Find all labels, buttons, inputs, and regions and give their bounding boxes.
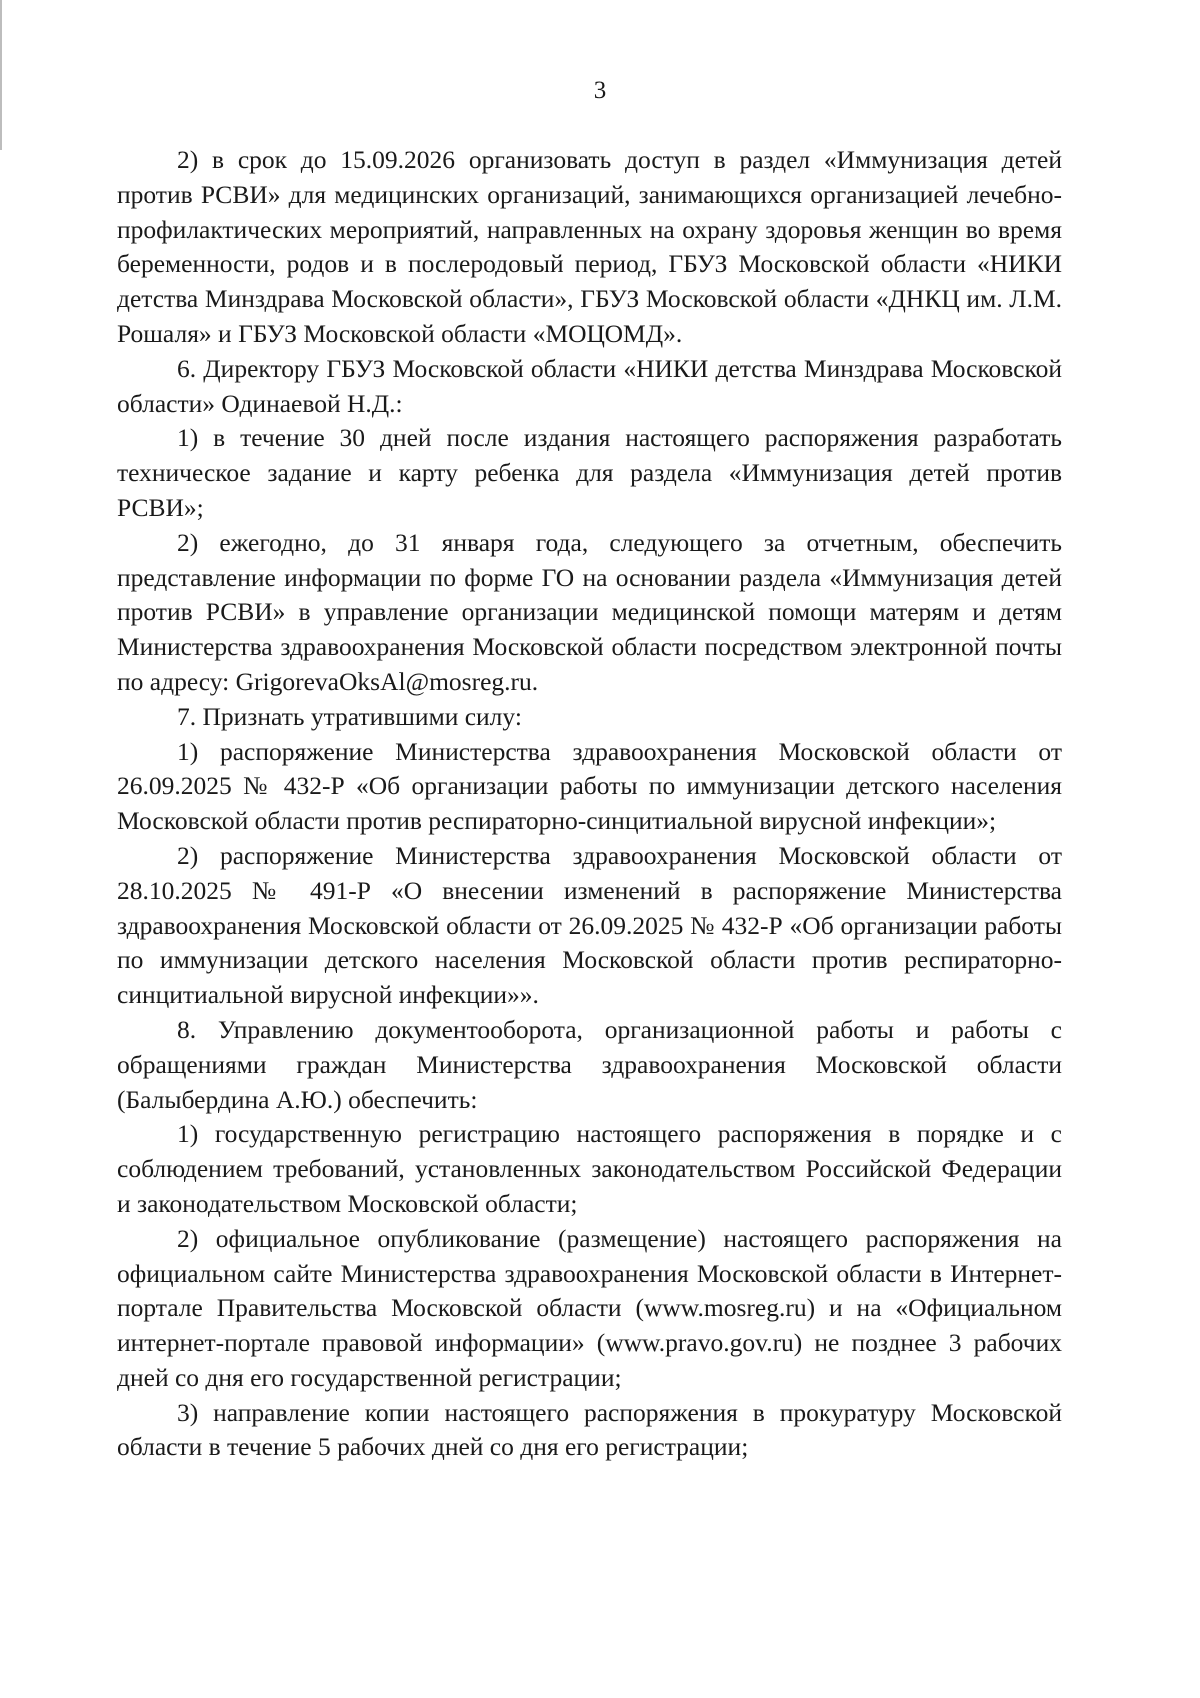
paragraph-6-2-annual-report: 2) ежегодно, до 31 января года, следующего за отчетным, обеспечить представление информации по форме ГО на основании раздела «Иммунизация детей против РСВИ» в управление организации медицинской помощи матерям и детям Министерства здравоохранения Московской области посредством электронной почты по адресу: GrigorevaOksAl@mosreg.ru. [117,527,1062,696]
paragraph-7-1-repeal-order-432: 1) распоряжение Министерства здравоохранения Московской области от 26.09.2025 № 432-Р «Об организации работы по иммунизации детского населения Московской области против респираторно-синцитиальной вирусной инфекции»; [117,736,1062,836]
paragraph-8-document-management: 8. Управлению документооборота, организационной работы и работы с обращениями граждан Министерства здравоохранения Московской области (Балыбердина А.Ю.) обеспечить: [117,1014,1062,1114]
paragraph-6-1-technical-task: 1) в течение 30 дней после издания настоящего распоряжения разработать техническое задание и карту ребенка для раздела «Иммунизация детей против РСВИ»; [117,423,1062,522]
scan-edge-line [0,0,2,150]
paragraph-8-3-prosecutor-copy: 3) направление копии настоящего распоряжения в прокуратуру Московской области в течение 5 рабочих дней со дня его регистрации; [117,1397,1062,1462]
page-number: 3 [593,77,607,104]
paragraph-7-2-repeal-order-491: 2) распоряжение Министерства здравоохранения Московской области от 28.10.2025 № 491-Р «О внесении изменений в распоряжение Министерства здравоохранения Московской области от 26.09.2025 № 432-Р «Об организации работы по иммунизации детского населения Московской области против респираторно-синцитиальной вирусной инфекции»». [117,840,1062,1010]
document-body [117,143,1062,1465]
paragraph-7-repeal: 7. Признать утратившими силу: [177,701,522,731]
paragraph-5-2-access-deadline: 2) в срок до 15.09.2026 организовать доступ в раздел «Иммунизация детей против РСВИ» для медицинских организаций, занимающихся организацией лечебно-профилактических мероприятий, направленных на охрану здоровья женщин во время беременности, родов и в послеродовый период, ГБУЗ Московской области «НИКИ детства Минздрава Московской области», ГБУЗ Московской области «ДНКЦ им. Л.М. Рошаля» и ГБУЗ Московской области «МОЦОМД». [117,145,1062,348]
paragraph-8-2-official-publication: 2) официальное опубликование (размещение) настоящего распоряжения на официальном сайте Министерства здравоохранения Московской области в Интернет-портале Правительства Московской области (www.mosreg.ru) и на «Официальном интернет-портале правовой информации» (www.pravo.gov.ru) не позднее 3 рабочих дней со дня его государственной регистрации; [117,1223,1062,1392]
paragraph-8-1-state-registration: 1) государственную регистрацию настоящего распоряжения в порядке и с соблюдением требований, установленных законодательством Российской Федерации и законодательством Московской области; [117,1119,1062,1218]
paragraph-6-director-assignment: 6. Директору ГБУЗ Московской области «НИКИ детства Минздрава Московской области» Одинаевой Н.Д.: [117,353,1062,418]
